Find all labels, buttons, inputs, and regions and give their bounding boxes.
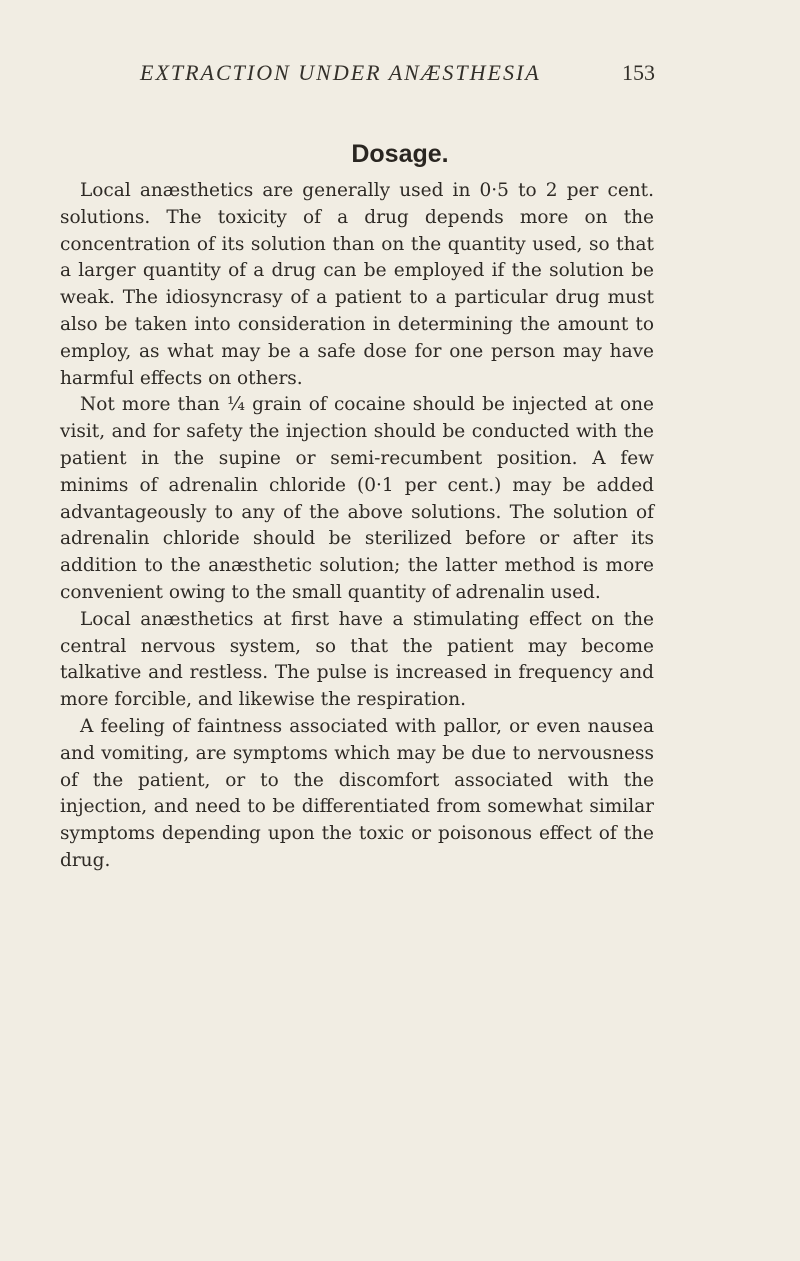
paragraph-concentration: Local anæsthetics are generally used in 0·5 to 2 per cent. solutions. The toxicity of a drug depends more on the concentration of its solution than on the quantity used, so that a larger quantity of a drug can be employed if the solution be weak. The idiosyncrasy of a patient to a particular drug must also be taken into consideration in determining the amount to employ, as what may be a safe dose for one person may have harmful effects on others. xyxy=(60,180,654,389)
section-heading: Dosage. xyxy=(351,140,449,168)
paragraph-stimulating-effect: Local anæsthetics at first have a stimulating effect on the central nervous system, so that the patient may become talkative and restless. The pulse is increased in frequency and more forcible, and likewise the respiration. xyxy=(60,608,654,711)
paragraph-cocaine-dose: Not more than ¼ grain of cocaine should be injected at one visit, and for safety the injection should be conducted with the patient in the supine or semi-recumbent position. A few minims of adrenalin chloride (0·1 per cent.) may be added advantageously to any of the above solutions. The solution of adrenalin chloride should be sterilized before or after its addition to the anæsthetic solution; the latter method is more convenient owing to the small quantity of adrenalin used. xyxy=(60,394,654,603)
running-head: EXTRACTION UNDER ANÆSTHESIA xyxy=(140,60,541,85)
body-text xyxy=(60,178,654,875)
page-number: 153 xyxy=(622,60,655,85)
paragraph-faintness: A feeling of faintness associated with pallor, or even nausea and vomiting, are symptoms which may be due to nervousness of the patient, or to the discomfort associated with the injection, and need to be differentiated from somewhat similar symptoms depending upon the toxic or poisonous effect of the drug. xyxy=(60,715,654,871)
